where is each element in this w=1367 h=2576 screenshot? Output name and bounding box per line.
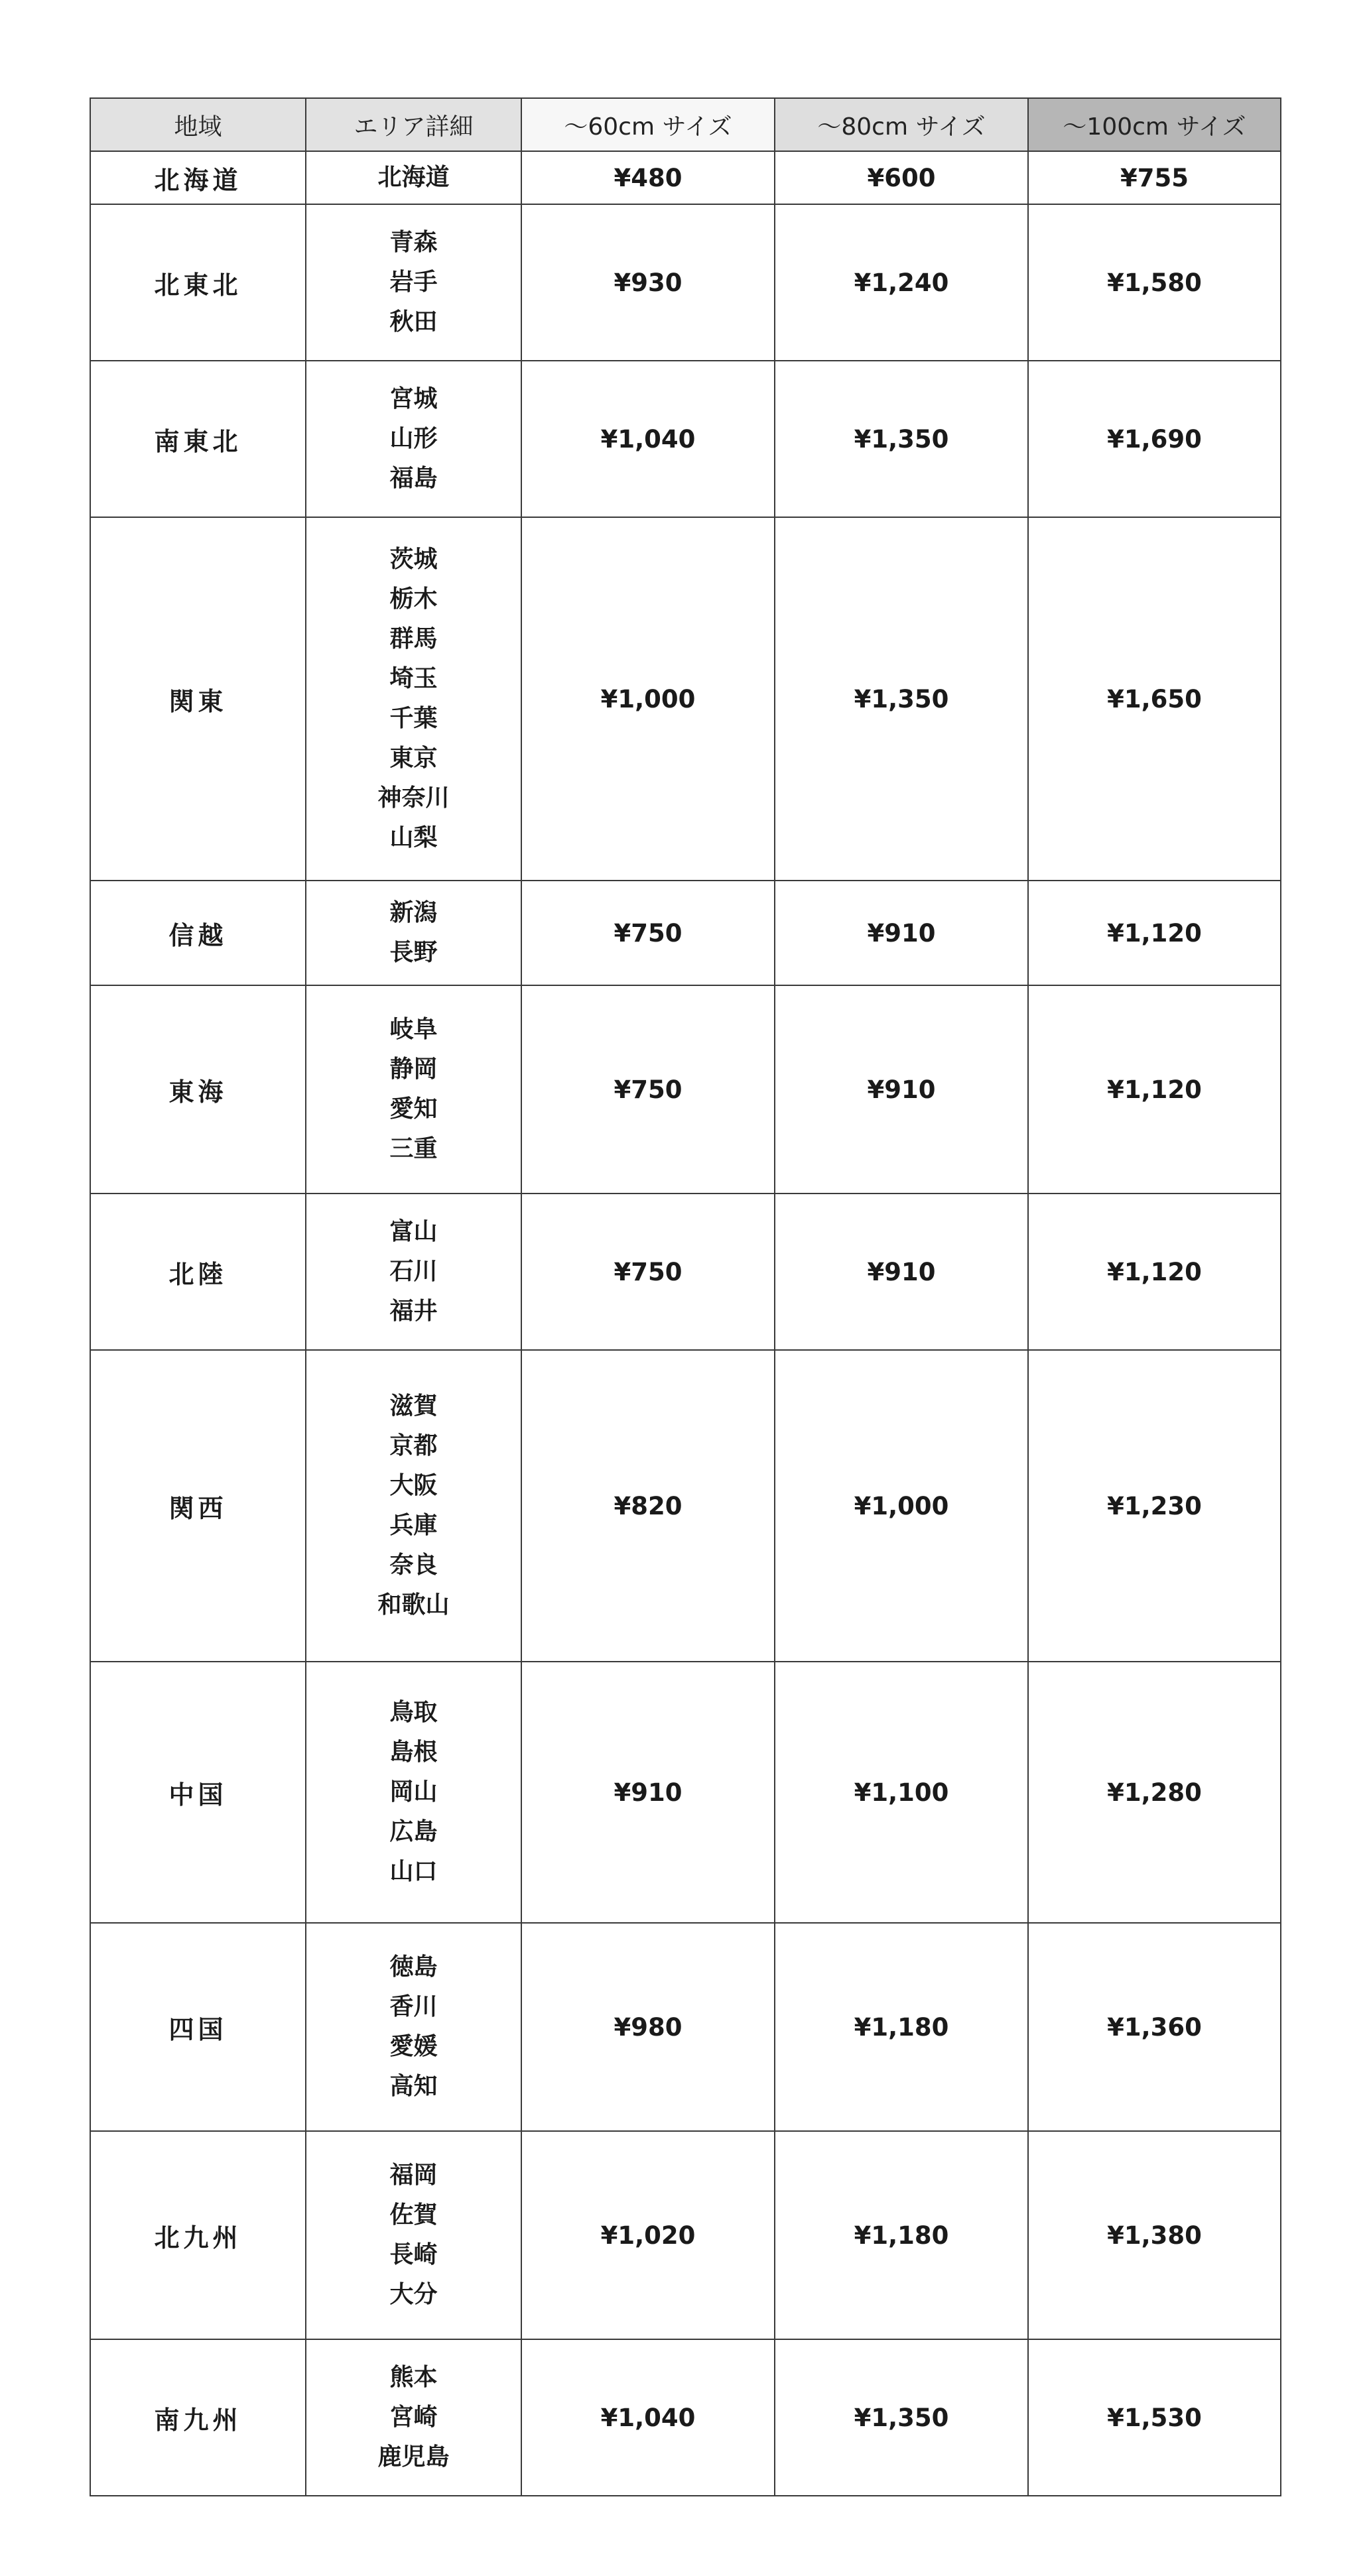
prefecture-name: 徳島: [389, 1953, 438, 1981]
prefecture-name: 栃木: [389, 585, 438, 613]
area-detail-cell: [306, 2131, 521, 2339]
header-size-100: ～100cm サイズ: [1028, 98, 1281, 151]
prefecture-name: 愛知: [389, 1095, 438, 1123]
price-80-cell: ¥1,350: [775, 517, 1028, 881]
area-detail-cell: [306, 881, 521, 985]
table-row: [90, 361, 1281, 517]
prefecture-name: 大分: [389, 2281, 438, 2308]
prefecture-name: 大阪: [389, 1472, 438, 1499]
price-60-cell: ¥750: [521, 985, 775, 1194]
region-cell: 四国: [90, 1923, 306, 2131]
prefecture-name: 宮崎: [389, 2404, 438, 2431]
price-60-cell: ¥750: [521, 1194, 775, 1350]
prefecture-name: 島根: [389, 1739, 438, 1766]
prefecture-name: 東京: [389, 745, 438, 772]
prefecture-name: 鳥取: [389, 1699, 438, 1726]
prefecture-name: 高知: [389, 2073, 438, 2100]
prefecture-name: 愛媛: [389, 2033, 438, 2060]
price-100-cell: ¥1,120: [1028, 1194, 1281, 1350]
prefecture-name: 青森: [389, 229, 438, 256]
region-cell: 関西: [90, 1350, 306, 1662]
price-60-cell: ¥1,040: [521, 2339, 775, 2496]
prefecture-name: 広島: [389, 1818, 438, 1845]
prefecture-name: 宮城: [389, 385, 438, 412]
table-row: [90, 2131, 1281, 2339]
price-80-cell: ¥1,350: [775, 2339, 1028, 2496]
prefecture-name: 山梨: [389, 824, 438, 851]
prefecture-name: 長崎: [389, 2241, 438, 2268]
table-row: [90, 1923, 1281, 2131]
prefecture-name: 京都: [389, 1432, 438, 1459]
region-cell: 中国: [90, 1662, 306, 1923]
table-row: [90, 1194, 1281, 1350]
prefecture-name: 熊本: [389, 2364, 438, 2391]
prefecture-name: 千葉: [389, 705, 438, 732]
price-80-cell: ¥1,350: [775, 361, 1028, 517]
prefecture-name: 福島: [389, 465, 438, 492]
header-size-60: ～60cm サイズ: [521, 98, 775, 151]
table-row: [90, 1662, 1281, 1923]
region-cell: 南東北: [90, 361, 306, 517]
prefecture-name: 山口: [389, 1858, 438, 1885]
area-detail-cell: [306, 517, 521, 881]
header-row: [90, 98, 1281, 151]
table-row: [90, 517, 1281, 881]
region-cell: 北東北: [90, 204, 306, 361]
prefecture-name: 佐賀: [389, 2201, 438, 2229]
prefecture-name: 長野: [389, 939, 438, 966]
region-cell: 関東: [90, 517, 306, 881]
price-100-cell: ¥1,120: [1028, 881, 1281, 985]
prefecture-name: 岐阜: [389, 1016, 438, 1043]
prefecture-name: 石川: [389, 1258, 438, 1285]
table-row: [90, 881, 1281, 985]
prefecture-name: 岩手: [389, 269, 438, 296]
price-60-cell: ¥910: [521, 1662, 775, 1923]
prefecture-name: 茨城: [389, 546, 438, 573]
price-60-cell: ¥820: [521, 1350, 775, 1662]
price-80-cell: ¥1,000: [775, 1350, 1028, 1662]
prefecture-name: 三重: [389, 1135, 438, 1162]
prefecture-name: 埼玉: [389, 665, 438, 692]
price-100-cell: ¥1,530: [1028, 2339, 1281, 2496]
area-detail-cell: [306, 204, 521, 361]
price-60-cell: ¥1,020: [521, 2131, 775, 2339]
area-detail-cell: [306, 985, 521, 1194]
prefecture-name: 兵庫: [389, 1512, 438, 1539]
region-cell: 東海: [90, 985, 306, 1194]
prefecture-name: 滋賀: [389, 1392, 438, 1420]
region-cell: 北九州: [90, 2131, 306, 2339]
price-100-cell: ¥1,690: [1028, 361, 1281, 517]
region-cell: 信越: [90, 881, 306, 985]
area-detail-cell: [306, 151, 521, 204]
price-100-cell: ¥1,380: [1028, 2131, 1281, 2339]
prefecture-name: 新潟: [389, 899, 438, 926]
region-cell: 南九州: [90, 2339, 306, 2496]
price-80-cell: ¥1,180: [775, 1923, 1028, 2131]
price-80-cell: ¥1,100: [775, 1662, 1028, 1923]
table-body: [90, 151, 1281, 2496]
price-60-cell: ¥980: [521, 1923, 775, 2131]
price-60-cell: ¥1,000: [521, 517, 775, 881]
price-100-cell: ¥1,280: [1028, 1662, 1281, 1923]
prefecture-name: 奈良: [389, 1552, 438, 1579]
prefecture-name: 秋田: [389, 308, 438, 336]
table-row: [90, 985, 1281, 1194]
price-80-cell: ¥910: [775, 881, 1028, 985]
prefecture-name: 神奈川: [377, 784, 450, 812]
header-area-detail: エリア詳細: [306, 98, 521, 151]
price-100-cell: ¥1,650: [1028, 517, 1281, 881]
region-cell: 北海道: [90, 151, 306, 204]
price-80-cell: ¥600: [775, 151, 1028, 204]
header-size-80: ～80cm サイズ: [775, 98, 1028, 151]
price-80-cell: ¥1,240: [775, 204, 1028, 361]
header-region: 地域: [90, 98, 306, 151]
region-cell: 北陸: [90, 1194, 306, 1350]
area-detail-cell: [306, 1350, 521, 1662]
price-100-cell: ¥755: [1028, 151, 1281, 204]
prefecture-name: 福岡: [389, 2162, 438, 2189]
price-80-cell: ¥910: [775, 985, 1028, 1194]
price-100-cell: ¥1,360: [1028, 1923, 1281, 2131]
table-row: [90, 204, 1281, 361]
area-detail-cell: [306, 2339, 521, 2496]
table-row: [90, 151, 1281, 204]
price-60-cell: ¥930: [521, 204, 775, 361]
area-detail-cell: [306, 1662, 521, 1923]
prefecture-name: 静岡: [389, 1056, 438, 1083]
prefecture-name: 香川: [389, 1993, 438, 2020]
price-60-cell: ¥750: [521, 881, 775, 985]
price-100-cell: ¥1,120: [1028, 985, 1281, 1194]
table-header: [90, 98, 1281, 151]
table-row: [90, 2339, 1281, 2496]
prefecture-name: 岡山: [389, 1778, 438, 1806]
price-80-cell: ¥910: [775, 1194, 1028, 1350]
price-100-cell: ¥1,230: [1028, 1350, 1281, 1662]
area-detail-cell: [306, 361, 521, 517]
area-detail-cell: [306, 1194, 521, 1350]
price-100-cell: ¥1,580: [1028, 204, 1281, 361]
prefecture-name: 富山: [389, 1218, 438, 1245]
price-60-cell: ¥1,040: [521, 361, 775, 517]
table-row: [90, 1350, 1281, 1662]
prefecture-name: 和歌山: [377, 1591, 450, 1619]
price-60-cell: ¥480: [521, 151, 775, 204]
prefecture-name: 福井: [389, 1298, 438, 1325]
prefecture-name: 北海道: [377, 164, 450, 191]
prefecture-name: 群馬: [389, 625, 438, 652]
prefecture-name: 鹿児島: [377, 2443, 450, 2471]
shipping-rate-table: [90, 97, 1281, 2496]
area-detail-cell: [306, 1923, 521, 2131]
prefecture-name: 山形: [389, 425, 438, 452]
price-80-cell: ¥1,180: [775, 2131, 1028, 2339]
